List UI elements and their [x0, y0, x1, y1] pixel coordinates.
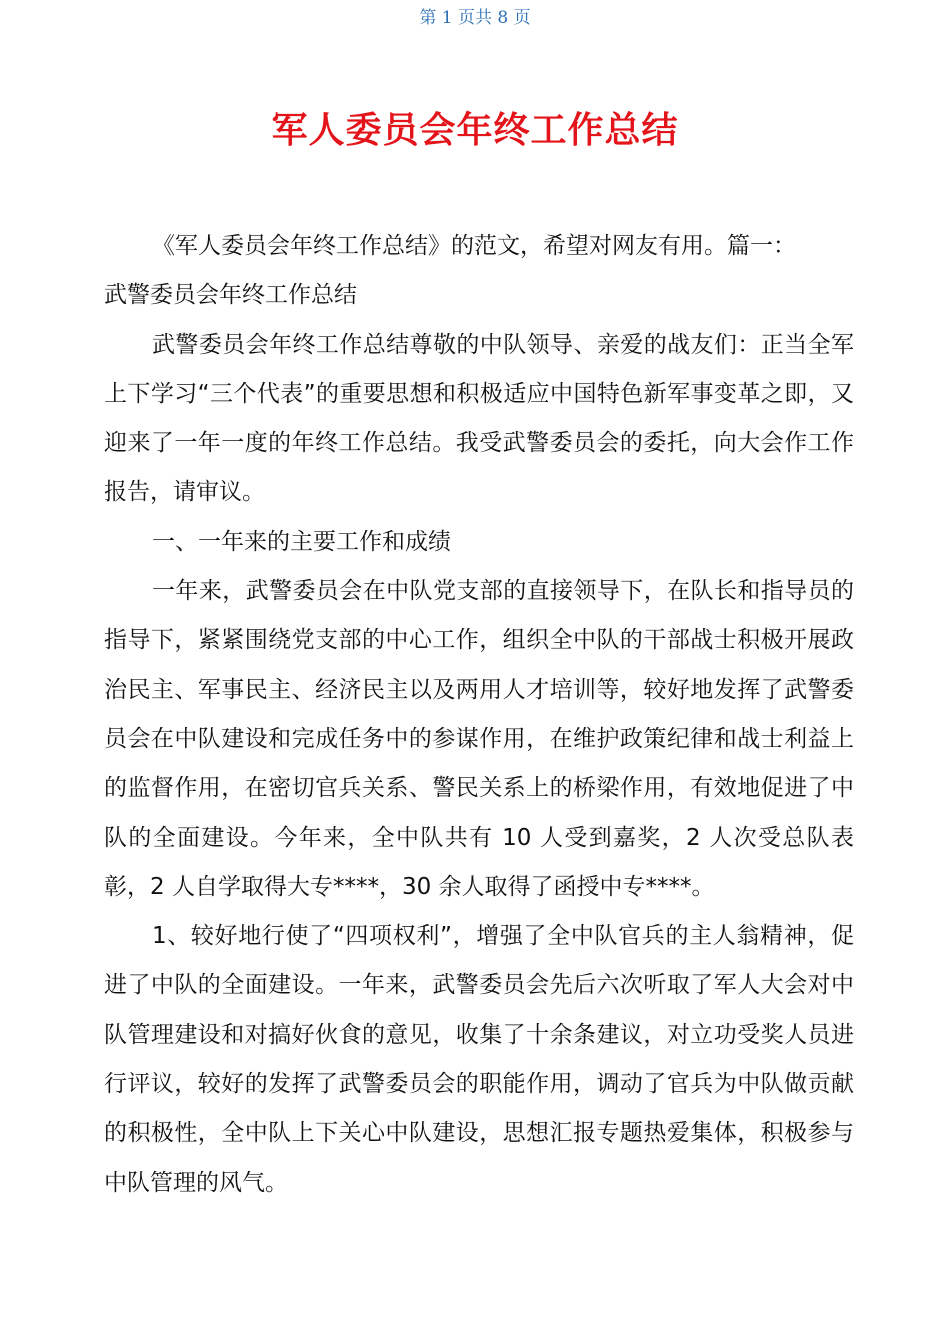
body-paragraph: 一年来，武警委员会在中队党支部的直接领导下，在队长和指导员的指导下，紧紧围绕党支部的中心工作，组织全中队的干部战士积极开展政治民主、军事民主、经济民主以及两用人才培训等，较好地发挥了武警委员会在中队建设和完成任务中的参谋作用，在维护政策纪律和战士利益上的监督作用，在密切官兵关系、警民关系上的桥梁作用，有效地促进了中队的全面建设。今年来，全中队共有 10 人受到嘉奖，2 人次受总队表彰，2 人自学取得大专****，30 余人取得了函授中专****。: [104, 578, 854, 900]
section-heading: 武警委员会年终工作总结: [104, 282, 357, 309]
body-paragraph: 武警委员会年终工作总结尊敬的中队领导、亲爱的战友们：正当全军上下学习“三个代表”的重要思想和积极适应中国特色新军事变革之即，又迎来了一年一度的年终工作总结。我受武警委员会的委托，向大会作工作报告，请审议。: [104, 331, 854, 506]
page-number-header: 第 1 页共 8 页: [419, 8, 531, 28]
subsection-heading: 一、一年来的主要工作和成绩: [152, 528, 451, 555]
document-title: 军人委员会年终工作总结: [271, 110, 679, 151]
document-body: [104, 222, 854, 1208]
intro-paragraph: 《军人委员会年终工作总结》的范文，希望对网友有用。篇一：: [152, 233, 796, 259]
body-paragraph: 1、较好地行使了“四项权利”，增强了全中队官兵的主人翁精神，促进了中队的全面建设。一年来，武警委员会先后六次听取了军人大会对中队管理建设和对搞好伙食的意见，收集了十余条建议，对立功受奖人员进行评议，较好的发挥了武警委员会的职能作用，调动了官兵为中队做贡献的积极性，全中队上下关心中队建设，思想汇报专题热爱集体，积极参与中队管理的风气。: [104, 923, 854, 1196]
